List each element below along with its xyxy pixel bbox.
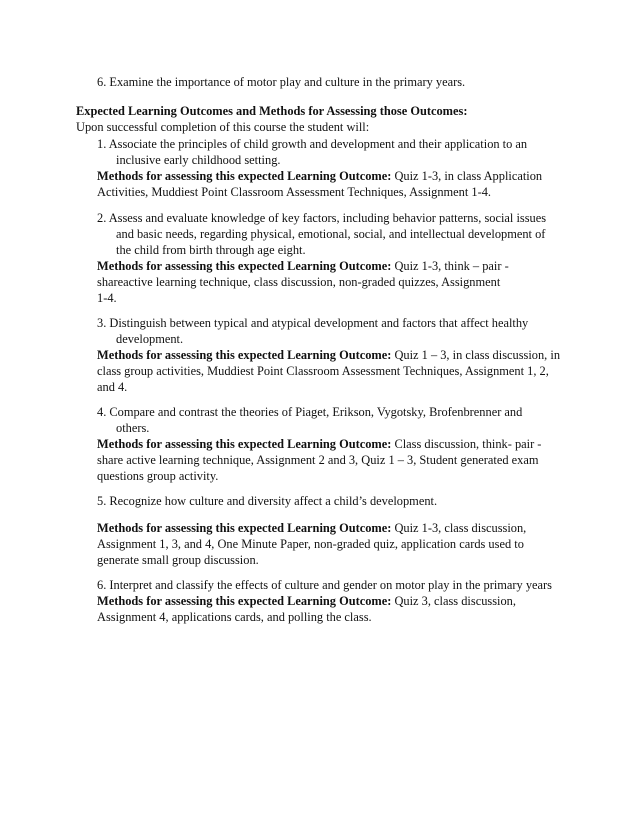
methods-text: Quiz 1 – 3, in class discussion, in (391, 348, 561, 362)
methods-text: Quiz 3, class discussion, (391, 594, 516, 608)
outcome-5-methods-line-3: generate small group discussion. (97, 553, 259, 567)
outcome-2-line-1: 2. Assess and evaluate knowledge of key factors, including behavior patterns, social issues (97, 211, 547, 225)
outcome-6-methods (97, 593, 516, 609)
outcome-5-methods-line-2: Assignment 1, 3, and 4, One Minute Paper, non-graded quiz, application cards used to (97, 537, 524, 551)
outcome-2-line-3: the child from birth through age eight. (116, 243, 306, 257)
methods-label: Methods for assessing this expected Learning Outcome: (97, 169, 392, 183)
methods-label: Methods for assessing this expected Learning Outcome: (97, 437, 392, 451)
outcome-1-methods-line-2: Activities, Muddiest Point Classroom Assessment Techniques, Assignment 1-4. (97, 185, 492, 199)
outcome-5-line-1: 5. Recognize how culture and diversity affect a child’s development. (97, 494, 438, 508)
outcome-3-line-1: 3. Distinguish between typical and atypical development and factors that affect healthy (97, 316, 529, 330)
methods-text: Quiz 1-3, in class Application (391, 169, 543, 183)
section-heading: Expected Learning Outcomes and Methods for Assessing those Outcomes: (76, 104, 468, 118)
outcome-5-methods (97, 520, 526, 536)
methods-text: Quiz 1-3, class discussion, (391, 521, 527, 535)
outcome-1-methods (97, 168, 542, 184)
outcome-1-line-2: inclusive early childhood setting. (116, 153, 281, 167)
outcome-2-line-2: and basic needs, regarding physical, emotional, social, and intellectual development of (116, 227, 546, 241)
methods-label: Methods for assessing this expected Learning Outcome: (97, 521, 392, 535)
section-subheading: Upon successful completion of this course the student will: (76, 120, 370, 134)
outcome-4-line-1: 4. Compare and contrast the theories of Piaget, Erikson, Vygotsky, Brofenbrenner and (97, 405, 523, 419)
intro-item: 6. Examine the importance of motor play and culture in the primary years. (97, 75, 466, 89)
outcome-2-methods-line-2: shareactive learning technique, class discussion, non-graded quizzes, Assignment (97, 275, 501, 289)
methods-text: Quiz 1-3, think – pair - (391, 259, 509, 273)
outcome-3-methods (97, 347, 560, 363)
outcome-4-line-2: others. (116, 421, 150, 435)
outcome-3-methods-line-2: class group activities, Muddiest Point Classroom Assessment Techniques, Assignment 1, 2, (97, 364, 549, 378)
outcome-4-methods (97, 436, 541, 452)
outcome-2-methods-line-3: 1-4. (97, 291, 117, 305)
methods-label: Methods for assessing this expected Learning Outcome: (97, 594, 392, 608)
outcome-4-methods-line-3: questions group activity. (97, 469, 219, 483)
outcome-4-methods-line-2: share active learning technique, Assignment 2 and 3, Quiz 1 – 3, Student generated exam (97, 453, 539, 467)
outcome-3-line-2: development. (116, 332, 184, 346)
outcome-3-methods-line-3: and 4. (97, 380, 128, 394)
methods-label: Methods for assessing this expected Learning Outcome: (97, 348, 392, 362)
outcome-1-line-1: 1. Associate the principles of child growth and development and their application to an (97, 137, 528, 151)
outcome-6-line-1: 6. Interpret and classify the effects of culture and gender on motor play in the primary years (97, 578, 552, 592)
outcome-2-methods (97, 258, 509, 274)
methods-label: Methods for assessing this expected Learning Outcome: (97, 259, 392, 273)
outcome-6-methods-line-2: Assignment 4, applications cards, and polling the class. (97, 610, 372, 624)
methods-text: Class discussion, think- pair - (391, 437, 542, 451)
